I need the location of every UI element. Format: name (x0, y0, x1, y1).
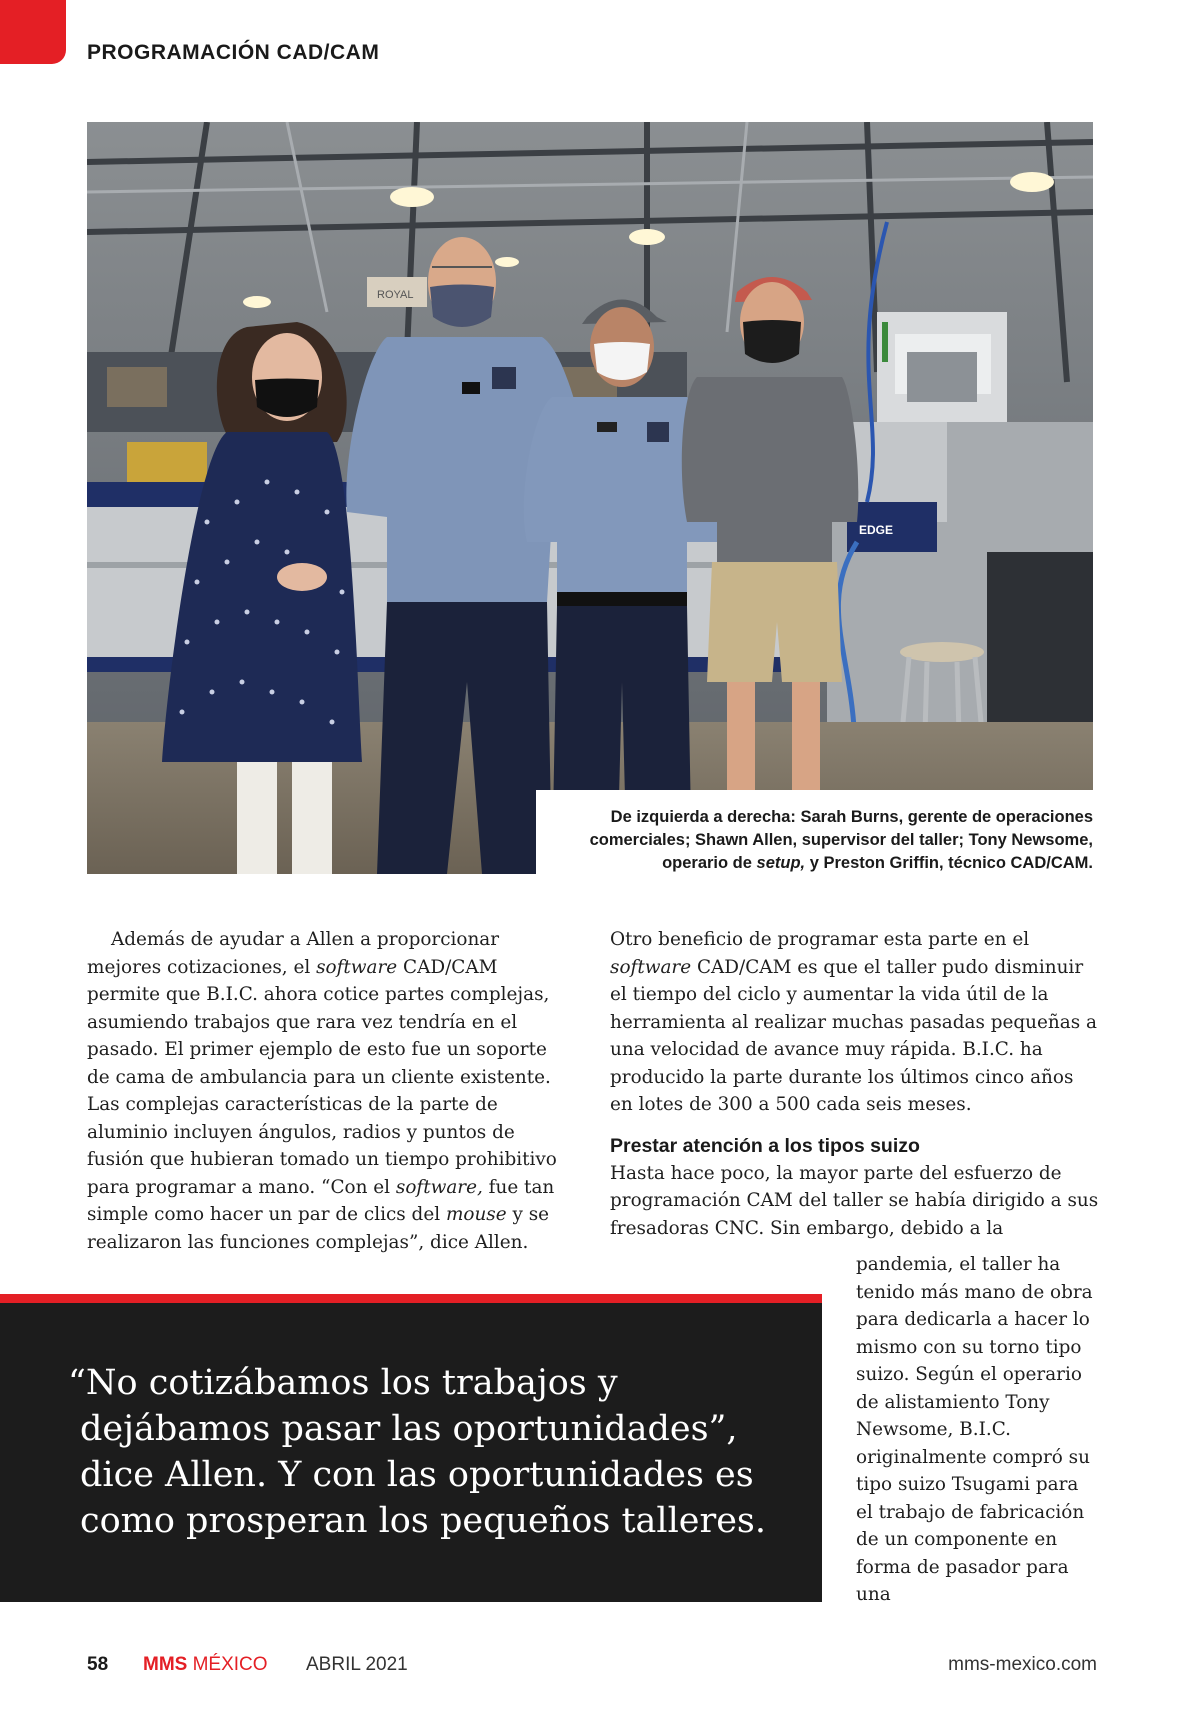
magazine-brand (143, 1654, 268, 1676)
caption-line-3-italic: setup, (756, 854, 806, 872)
text-run-italic: software, (395, 1176, 483, 1198)
pull-quote-line-3: dice Allen. Y con las oportunidades es (80, 1455, 754, 1495)
text-run: Otro beneficio de programar esta parte en el (610, 929, 1030, 950)
corner-tab (0, 0, 66, 64)
team-photo (87, 122, 1093, 874)
pull-quote-line-2: dejábamos pasar las oportunidades”, (80, 1409, 738, 1449)
box-label: ROYAL (377, 289, 414, 301)
pull-quote (68, 1360, 792, 1544)
page-number: 58 (87, 1654, 109, 1675)
right-column (610, 926, 1100, 1242)
pull-quote-box (0, 1303, 822, 1602)
brand-bold: MMS (143, 1654, 188, 1675)
brand-rest: MÉXICO (187, 1654, 268, 1675)
text-run: Además de ayudar a Allen a proporcionar mejores cotizaciones, el (87, 929, 500, 978)
text-run-italic: software (610, 956, 692, 978)
photo-caption-box (536, 790, 1093, 878)
machine-label: EDGE (859, 523, 894, 537)
right-paragraph-2: Hasta hace poco, la mayor parte del esfuerzo de programación CAM del taller se había dirigido a sus fresadoras CNC. Sin embargo, debido a la (610, 1162, 1099, 1239)
text-run-italic: software (316, 956, 398, 978)
left-paragraph (87, 926, 574, 1256)
text-run: CAD/CAM es que el taller pudo disminuir el tiempo del ciclo y aumentar la vida útil de la herramienta al realizar muchas pasadas pequeñas a una velocidad de avance muy rápida. B.I.C. ha producido la parte durante los últimos cinco años en lotes de 300 a 500 cada seis meses. (610, 956, 1097, 1115)
pull-quote-line-1: “No cotizábamos los trabajos y (68, 1363, 618, 1403)
photo-caption (536, 806, 1093, 875)
right-paragraph-1 (610, 926, 1100, 1119)
caption-line-2: comerciales; Shawn Allen, supervisor del taller; Tony Newsome, (589, 831, 1093, 849)
right-column-continued (856, 1251, 1096, 1609)
text-run: fue tan simple como hacer un par de clics del (87, 1176, 555, 1225)
right-paragraph-3: pandemia, el taller ha tenido más mano de obra para dedicarla a hacer lo mismo con su torno tipo suizo. Según el operario de alistamiento Tony Newsome, B.I.C. originalmente compró su tipo suizo Tsugami para el trabajo de fabricación de un componente en forma de pasador para una (856, 1254, 1093, 1605)
team-photo-illustration (87, 122, 1093, 874)
text-run: CAD/CAM permite que B.I.C. ahora cotice partes complejas, asumiendo trabajos que rara vez tendría en el pasado. El primer ejemplo de esto fue un soporte de cama de ambulancia para un cliente existente. Las complejas características de la parte de aluminio incluyen ángulos, radios y puntos de fusión que hubieran tomado un tiempo prohibitivo para programar a mano. “Con el (87, 956, 557, 1198)
page-footer (87, 1654, 1097, 1684)
subheading: Prestar atención a los tipos suizo (610, 1134, 920, 1157)
left-column (87, 926, 574, 1256)
text-run: y se realizaron las funciones complejas”, dice Allen. (87, 1204, 550, 1253)
issue-date: ABRIL 2021 (306, 1654, 408, 1675)
caption-line-3-start: operario de (662, 854, 757, 872)
website-link[interactable]: mms-mexico.com (948, 1654, 1097, 1675)
text-run-italic: mouse (445, 1204, 507, 1225)
section-label: PROGRAMACIÓN CAD/CAM (87, 41, 380, 64)
caption-line-1: De izquierda a derecha: Sarah Burns, gerente de operaciones (610, 808, 1093, 826)
pull-quote-line-4: como prosperan los pequeños talleres. (80, 1501, 767, 1541)
pull-quote-accent-bar (0, 1294, 822, 1303)
caption-line-3-end: y Preston Griffin, técnico CAD/CAM. (805, 854, 1093, 872)
